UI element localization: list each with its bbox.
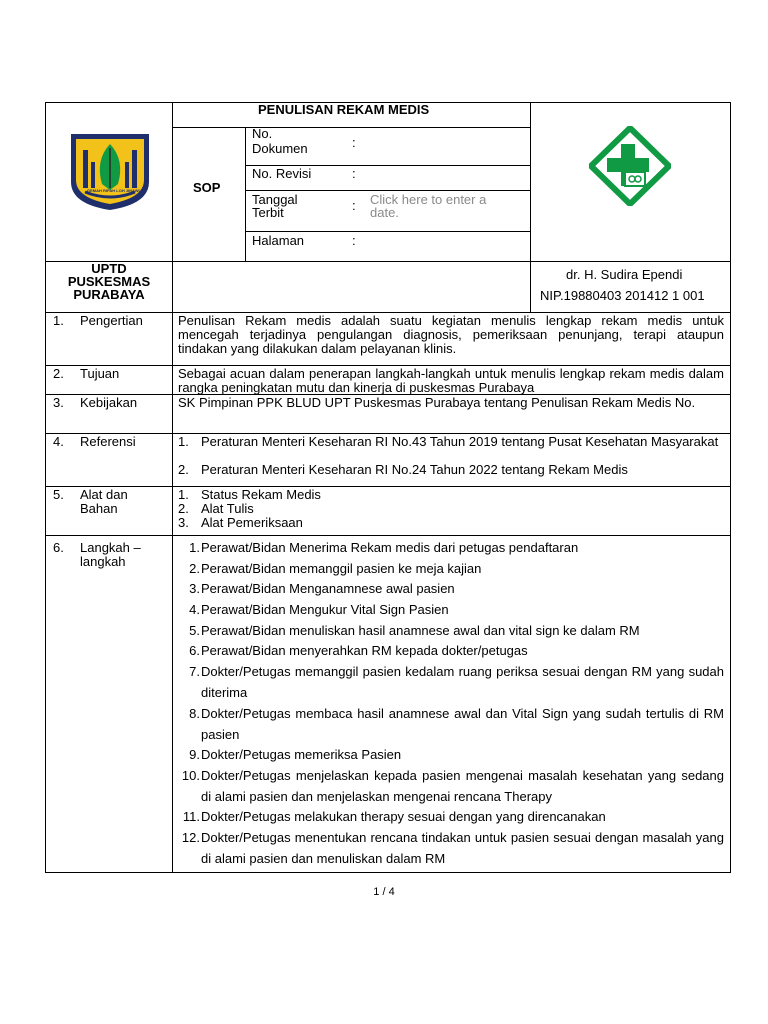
tool-text: Status Rekam Medis [201, 487, 321, 502]
reference-text: Peraturan Menteri Keseharan RI No.24 Tahun 2022 tentang Rekam Medis [201, 462, 628, 477]
organization-name [46, 262, 172, 301]
step-number: 8. [189, 706, 200, 721]
step-item [178, 578, 724, 599]
step-number: 1. [189, 540, 200, 555]
step-text: Perawat/Bidan Menganamnese awal pasien [201, 581, 455, 596]
section-6-number: 6. [53, 540, 64, 555]
tool-text: Alat Tulis [201, 501, 254, 516]
section-4-label: Referensi [80, 434, 136, 449]
reference-text: Peraturan Menteri Keseharan RI No.43 Tahun 2019 tentang Pusat Kesehatan Masyarakat [201, 434, 719, 449]
section-2-text: Sebagai acuan dalam penerapan langkah-langkah untuk menulis lengkap rekam medis dalam rangka peningkatan mutu dan kinerja di puskesmas Purabaya [178, 366, 724, 395]
doc-number-label: No. [252, 126, 273, 141]
left-logo [69, 132, 151, 212]
page-label: Halaman [252, 233, 305, 248]
step-number: 2. [189, 561, 200, 576]
tool-item [178, 488, 724, 502]
revision-label: No. Revisi [252, 166, 312, 181]
date-label-2: Terbit [252, 205, 284, 220]
section-1-label: Pengertian [80, 313, 143, 328]
regency-emblem-icon [69, 132, 151, 212]
step-item [178, 744, 724, 765]
step-text: Dokter/Petugas melakukan therapy sesuai dengan yang direncanakan [201, 809, 606, 824]
section-3-label: Kebijakan [80, 395, 138, 410]
tool-item [178, 516, 724, 530]
section-3-text: SK Pimpinan PPK BLUD UPT Puskesmas Purabaya tentang Penulisan Rekam Medis No. [178, 395, 696, 410]
document-title: PENULISAN REKAM MEDIS [258, 102, 430, 117]
date-colon: : [352, 198, 356, 213]
step-item [178, 703, 724, 745]
section-1-number: 1. [53, 313, 64, 328]
section-3-number: 3. [53, 395, 64, 410]
section-4-number: 4. [53, 434, 64, 449]
step-number: 11. [182, 809, 200, 824]
step-text: Dokter/Petugas memanggil pasien kedalam ruang periksa sesuai dengan RM yang sudah diterima [201, 664, 724, 700]
section-6-label: Langkah – [80, 540, 141, 555]
org-line-3: PURABAYA [73, 287, 145, 302]
tool-number: 3. [178, 515, 189, 530]
section-2-number: 2. [53, 366, 64, 381]
step-text: Dokter/Petugas memeriksa Pasien [201, 747, 402, 762]
org-line-1: UPTD [91, 261, 127, 276]
reference-item [178, 463, 724, 477]
step-number: 12. [181, 830, 200, 845]
date-field[interactable]: Click here to enter a [370, 192, 487, 207]
date-field-2[interactable]: date. [370, 205, 399, 220]
step-text: Perawat/Bidan Menerima Rekam medis dari petugas pendaftaran [201, 540, 579, 555]
step-number: 7. [189, 664, 200, 679]
step-number: 10. [181, 768, 200, 783]
step-item [178, 661, 724, 703]
page-colon: : [352, 233, 356, 248]
section-5-label-2: Bahan [80, 501, 118, 516]
revision-colon: : [352, 166, 356, 181]
step-item [178, 640, 724, 661]
section-2-label: Tujuan [80, 366, 120, 381]
step-item [178, 765, 724, 807]
step-text: Perawat/Bidan Mengukur Vital Sign Pasien [201, 602, 449, 617]
emblem-motto: GEMAH RIPAH LOH JINAWI [87, 188, 140, 193]
puskesmas-cross-icon [589, 126, 671, 206]
step-number: 5. [189, 623, 200, 638]
step-item [178, 558, 724, 579]
step-text: Perawat/Bidan menuliskan hasil anamnese awal dan vital sign ke dalam RM [201, 623, 640, 638]
step-number: 9. [189, 747, 200, 762]
tool-number: 2. [178, 501, 189, 516]
step-text: Perawat/Bidan menyerahkan RM kepada dokter/petugas [201, 643, 528, 658]
reference-item [178, 435, 724, 449]
section-5-number: 5. [53, 487, 64, 502]
section-6-label-2: langkah [80, 554, 126, 569]
doc-number-label-2: Dokumen [252, 141, 308, 156]
signer-name: dr. H. Sudira Ependi [566, 267, 683, 282]
step-item [178, 620, 724, 641]
tool-text: Alat Pemeriksaan [201, 515, 303, 530]
step-number: 3. [189, 581, 200, 596]
section-1-text: Penulisan Rekam medis adalah suatu kegiatan menulis lengkap rekam medis untuk mencegah terjadinya pengulangan diagnosis, pemeriksaan penunjang, terapi ataupun tindakan yang dilakukan dalam pelayanan klinis. [178, 313, 724, 356]
page-number: 1 / 4 [373, 886, 395, 898]
step-item [178, 806, 724, 827]
step-text: Perawat/Bidan memanggil pasien ke meja kajian [201, 561, 482, 576]
step-number: 4. [189, 602, 200, 617]
reference-number: 1. [178, 434, 189, 449]
tool-item [178, 502, 724, 516]
step-text: Dokter/Petugas menjelaskan kepada pasien mengenai masalah kesehatan yang sedang di alami pasien dan menjelaskan mengenai rencana Therapy [201, 768, 724, 804]
date-label: Tanggal [252, 192, 298, 207]
org-line-2: PUSKESMAS [67, 274, 151, 289]
section-5-label: Alat dan [80, 487, 128, 502]
tool-number: 1. [178, 487, 189, 502]
step-text: Dokter/Petugas menentukan rencana tindakan untuk pasien sesuai dengan masalah yang di alami pasien dan menuliskan dalam RM [201, 830, 724, 866]
puskesmas-logo [589, 126, 671, 206]
step-text: Dokter/Petugas membaca hasil anamnese awal dan Vital Sign yang sudah tertulis di RM pasien [201, 706, 724, 742]
signer-nip: NIP.19880403 201412 1 001 [540, 288, 705, 303]
doc-number-colon: : [352, 135, 356, 150]
reference-number: 2. [178, 462, 189, 477]
step-item [178, 599, 724, 620]
step-number: 6. [189, 643, 200, 658]
step-item [178, 827, 724, 869]
sop-label: SOP [193, 180, 221, 195]
step-item [178, 537, 724, 558]
